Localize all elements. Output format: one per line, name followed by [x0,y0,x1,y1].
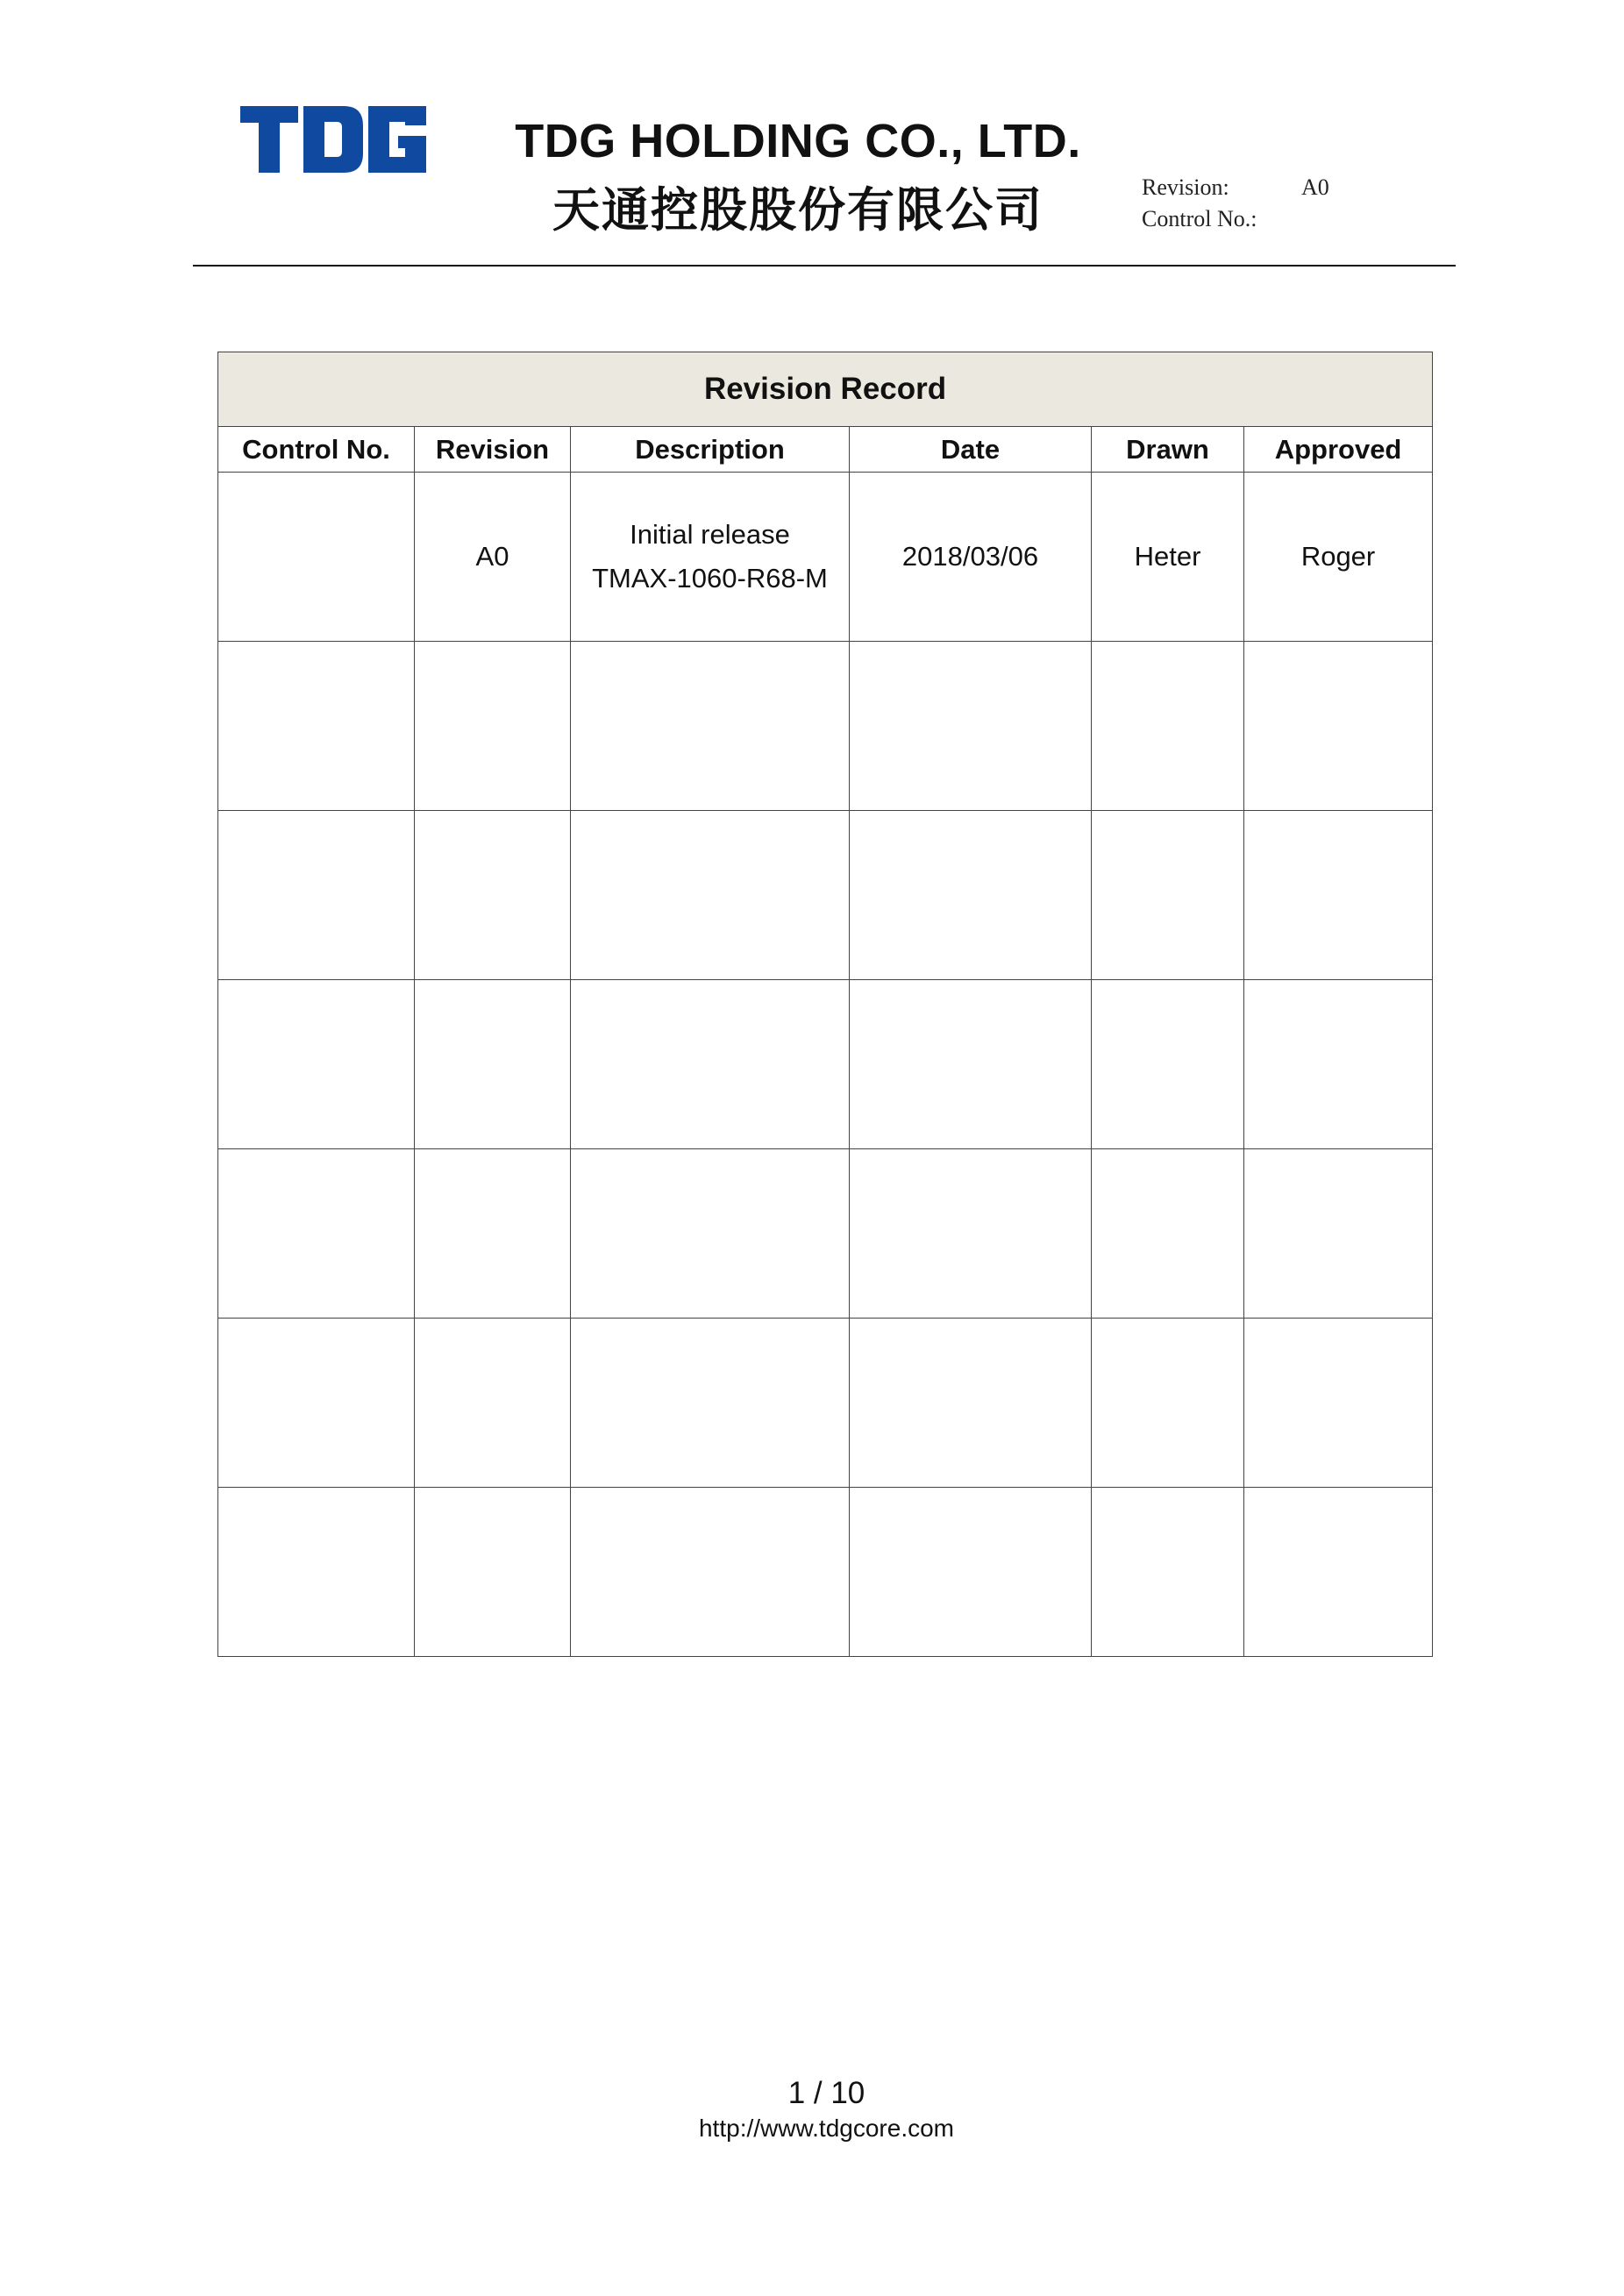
description-line: Initial release [630,519,790,550]
column-header-control-no: Control No. [218,427,415,473]
cell-drawn [1092,1488,1244,1657]
cell-drawn [1092,1319,1244,1488]
cell-approved [1244,1488,1433,1657]
cell-control-no [218,1319,415,1488]
table-row [218,1149,1433,1319]
column-header-drawn: Drawn [1092,427,1244,473]
cell-date [850,1488,1092,1657]
cell-description [571,1319,850,1488]
document-header [0,0,1624,272]
header-divider [193,265,1456,267]
cell-approved [1244,1149,1433,1319]
cell-date [850,642,1092,811]
cell-approved [1244,980,1433,1149]
table-row [218,642,1433,811]
column-header-date: Date [850,427,1092,473]
revision-value: A0 [1301,174,1329,200]
cell-description [571,473,850,642]
cell-drawn [1092,1149,1244,1319]
table-title: Revision Record [218,352,1433,427]
company-name-chinese: 天通控股股份有限公司 [552,182,1043,238]
cell-revision: A0 [415,473,571,642]
footer-url: http://www.tdgcore.com [698,2115,954,2142]
cell-date: 2018/03/06 [850,473,1092,642]
column-header-description: Description [571,427,850,473]
cell-revision [415,980,571,1149]
revision-label: Revision: [1142,174,1229,200]
cell-revision [415,1149,571,1319]
cell-description [571,811,850,980]
tdg-logo [240,106,426,173]
column-header-approved: Approved [1244,427,1433,473]
cell-drawn [1092,980,1244,1149]
cell-revision [415,1319,571,1488]
cell-description [571,980,850,1149]
cell-revision [415,642,571,811]
table-header-row [218,427,1433,473]
cell-drawn [1092,642,1244,811]
cell-approved: Roger [1244,473,1433,642]
table-row [218,1319,1433,1488]
company-name-english: TDG HOLDING CO., LTD. [515,115,1081,167]
table-row [218,980,1433,1149]
table-row [218,1488,1433,1657]
cell-date [850,1319,1092,1488]
cell-description [571,1149,850,1319]
table-row [218,473,1433,642]
cell-drawn: Heter [1092,473,1244,642]
cell-approved [1244,642,1433,811]
cell-description [571,1488,850,1657]
cell-date [850,980,1092,1149]
document-meta [1142,172,1329,235]
cell-drawn [1092,811,1244,980]
cell-approved [1244,1319,1433,1488]
cell-revision [415,1488,571,1657]
cell-control-no [218,811,415,980]
cell-approved [1244,811,1433,980]
cell-control-no [218,473,415,642]
column-header-revision: Revision [415,427,571,473]
cell-control-no [218,1488,415,1657]
tdg-logo-mark [240,106,426,173]
revision-record-table [217,352,1433,1657]
cell-control-no [218,980,415,1149]
cell-description [571,642,850,811]
control-no-label: Control No.: [1142,206,1257,231]
cell-revision [415,811,571,980]
table-row [218,811,1433,980]
cell-control-no [218,642,415,811]
cell-date [850,811,1092,980]
description-line: TMAX-1060-R68-M [592,563,828,594]
cell-date [850,1149,1092,1319]
cell-control-no [218,1149,415,1319]
page-indicator: 1 / 10 [787,2076,865,2110]
